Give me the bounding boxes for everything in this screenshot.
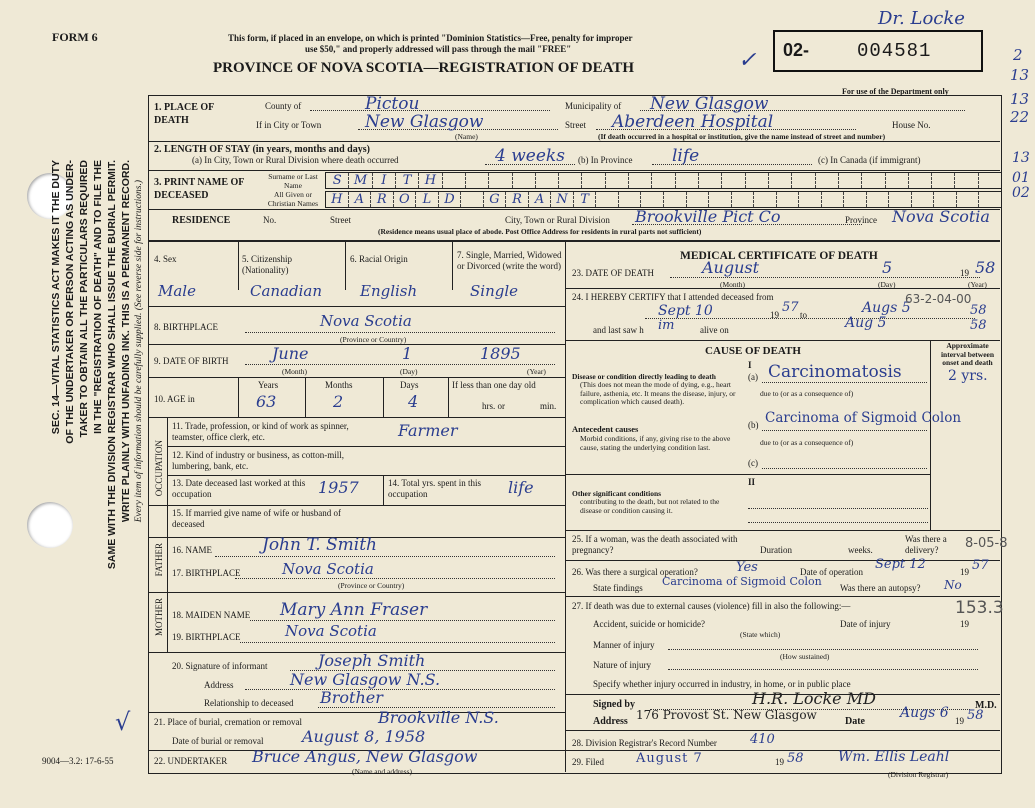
residence-city-label: City, Town or Rural Division: [505, 215, 610, 225]
check-mark-left: √: [115, 708, 131, 736]
municipality-label: Municipality of: [565, 101, 622, 111]
death-month-caption: (Month): [720, 280, 745, 289]
city-label: If in City or Town: [256, 120, 322, 130]
alive-year: 58: [970, 318, 987, 333]
mother-birthplace-value: Nova Scotia: [285, 622, 377, 640]
residence-street-label: Street: [330, 215, 351, 225]
county-value: Pictou: [365, 94, 420, 114]
pregnancy-pencil-code: 8-05-8: [965, 536, 1008, 551]
cause-a-label: (a): [748, 372, 758, 382]
margin-code-1: 2: [1013, 46, 1023, 64]
section-i: I: [748, 360, 752, 370]
mother-maiden-value: Mary Ann Fraser: [280, 600, 428, 620]
form-title: PROVINCE OF NOVA SCOTIA—REGISTRATION OF DEATH: [213, 60, 635, 76]
given-char: R: [371, 192, 394, 207]
medical-certificate-header: MEDICAL CERTIFICATE OF DEATH: [680, 250, 878, 262]
margin-code-3: 13: [1010, 90, 1030, 108]
given-char: G: [484, 192, 507, 207]
mother-side-label: MOTHER: [154, 598, 164, 636]
stay-b-value: life: [672, 146, 700, 166]
operation-label: 26. Was there a surgical operation?: [572, 567, 698, 577]
less-than-day-label: If less than one day old: [452, 380, 536, 390]
given-char: N: [551, 192, 574, 207]
registrar-signature: Wm. Ellis Leahl: [838, 749, 950, 765]
certify-pencil-code: 63-2-04-00: [905, 292, 972, 306]
last-saw-him: im: [658, 318, 675, 333]
duration-label: Duration: [760, 545, 792, 555]
operation-value: Yes: [736, 560, 758, 575]
burial-date-label: Date of burial or removal: [172, 736, 264, 746]
doctor-address-value: 176 Provost St. New Glasgow: [636, 708, 817, 722]
margin-code-5: 13: [1012, 150, 1030, 166]
trade-value: Farmer: [398, 421, 458, 440]
burial-place-label: 21. Place of burial, cremation or removal: [154, 717, 302, 727]
surname-char: T: [396, 173, 419, 188]
mother-birthplace-label: 19. BIRTHPLACE: [172, 632, 241, 642]
given-char: D: [439, 192, 462, 207]
sex-label: 4. Sex: [154, 254, 177, 264]
registration-number: 004581: [857, 40, 932, 62]
marital-value: Single: [470, 282, 519, 300]
last-worked-label: 13. Date deceased last worked at this occupation: [172, 478, 306, 499]
stay-a-value: 4 weeks: [495, 146, 565, 166]
city-value: New Glasgow: [365, 112, 484, 132]
given-char: A: [349, 192, 372, 207]
cause-a-value: Carcinomatosis: [768, 362, 902, 382]
surname-cells: [325, 172, 1002, 189]
father-birthplace-caption: (Province or Country): [338, 581, 405, 590]
informant-sig-label: 20. Signature of informant: [172, 661, 268, 671]
citizenship-value: Canadian: [250, 282, 323, 300]
findings-value: Carcinoma of Sigmoid Colon: [662, 575, 822, 588]
surname-label: Surname or Last Name: [268, 172, 318, 190]
cause-c-label: (c): [748, 458, 758, 468]
dob-month-caption: (Month): [282, 367, 307, 376]
dob-month-value: June: [272, 344, 309, 363]
registration-prefix: 02-: [783, 40, 810, 60]
external-pencil-code: 153.3: [955, 598, 1004, 618]
margin-code-7: 02: [1012, 185, 1030, 201]
burial-place-value: Brookville N.S.: [378, 708, 499, 727]
check-mark-top: ✓: [738, 48, 757, 73]
stay-c-label: (c) In Canada (if immigrant): [818, 155, 921, 165]
house-label: House No.: [892, 120, 931, 130]
side-instructions-4: IN THE "REGISTRATION OF DEATH" AND TO FILE THE: [92, 160, 104, 434]
operation-date-value: Sept 12: [875, 557, 926, 572]
print-code: 9004—3.2: 17-6-55: [42, 756, 114, 766]
racial-value: English: [360, 282, 418, 300]
given-char: L: [416, 192, 439, 207]
cause-b-value: Carcinoma of Sigmoid Colon: [765, 410, 962, 426]
margin-code-2: 13: [1010, 66, 1030, 84]
nature-label: Nature of injury: [593, 660, 651, 670]
binder-hole-bottom: [27, 502, 73, 548]
filed-year-value: 58: [787, 751, 804, 766]
filed-year-prefix: 19: [775, 757, 784, 767]
surname-char: S: [326, 173, 349, 188]
occupation-side-label: OCCUPATION: [154, 440, 164, 497]
given-char: [461, 192, 484, 207]
given-label: All Given or Christian Names: [267, 190, 319, 208]
undertaker-caption: (Name and address): [352, 767, 412, 776]
margin-code-4: 22: [1010, 108, 1030, 126]
side-instructions-3: TAKER TO OBTAIN ALL THE PARTICULARS REQUIRED: [78, 160, 90, 438]
residence-province-label: Province: [845, 215, 877, 225]
antecedent-note: Morbid conditions, if any, giving rise to the above cause, stating the underlying condition last.: [580, 434, 731, 452]
years-label: Years: [258, 380, 279, 390]
age-label: 10. AGE in: [154, 394, 195, 404]
industry-label: 12. Kind of industry or business, as cotton-mill, lumbering, bank, etc.: [172, 450, 344, 471]
record-number-label: 28. Division Registrar's Record Number: [572, 738, 717, 748]
informant-address-label: Address: [204, 680, 234, 690]
operation-date-label: Date of operation: [800, 567, 863, 577]
city-name-caption: (Name): [455, 132, 478, 141]
cause-b-label: (b): [748, 420, 759, 430]
delivery-label: Was there a delivery?: [905, 534, 947, 555]
months-label: Months: [325, 380, 353, 390]
external-label: 27. If death was due to external causes (violence) fill in also the following:—: [572, 601, 851, 611]
burial-date-value: August 8, 1958: [302, 727, 426, 746]
informant-sig-value: Joseph Smith: [318, 651, 426, 670]
total-years-label: 14. Total yrs. spent in this occupation: [388, 478, 481, 499]
county-label: County of: [265, 101, 302, 111]
death-day-value: 5: [882, 258, 893, 277]
given-char: T: [574, 192, 597, 207]
death-year-prefix: 19: [960, 268, 969, 278]
stay-a-label: (a) In City, Town or Rural Division where death occurred: [192, 155, 399, 165]
disease-note: (This does not mean the mode of dying, e.g., heart failure, asthenia, etc. It means the disease, injury, or complication which caused death).: [580, 380, 736, 406]
given-char: O: [394, 192, 417, 207]
last-saw-label: and last saw h: [593, 325, 644, 335]
birthplace-label: 8. BIRTHPLACE: [154, 322, 218, 332]
weeks-label: weeks.: [848, 545, 873, 555]
filed-label: 29. Filed: [572, 757, 605, 767]
father-side-label: FATHER: [154, 543, 164, 577]
signed-date-value: Augs 6: [900, 705, 949, 721]
marital-label: 7. Single, Married, Widowed or Divorced (write the word): [457, 250, 562, 271]
mail-notice-line-1: This form, if placed in an envelope, on which is printed "Dominion Statistics—Free, penalty for improper: [228, 33, 633, 43]
surname-char: I: [373, 173, 396, 188]
hrs-label: hrs. or: [482, 401, 505, 411]
certify-from-value: Sept 10: [658, 303, 713, 319]
disease-label: Disease or condition directly leading to death: [572, 372, 716, 381]
min-label: min.: [540, 401, 557, 411]
sex-value: Male: [158, 282, 196, 300]
relationship-label: Relationship to deceased: [204, 698, 294, 708]
record-number-value: 410: [750, 732, 775, 747]
md-label: M.D.: [975, 700, 997, 711]
due-to-label-2: due to (or as a consequence of): [760, 438, 854, 447]
alive-on-value: Aug 5: [845, 315, 887, 331]
operation-year-value: 57: [972, 558, 989, 573]
trade-label: 11. Trade, profession, or kind of work as spinner, teamster, office clerk, etc.: [172, 421, 349, 442]
given-char: H: [326, 192, 349, 207]
mother-maiden-label: 18. MAIDEN NAME: [172, 610, 251, 620]
residence-province-value: Nova Scotia: [892, 207, 990, 226]
interval-header: Approximate interval between onset and death: [940, 341, 995, 367]
municipality-value: New Glasgow: [650, 94, 769, 114]
side-instructions-6: WRITE PLAINLY WITH UNFADING INK. THIS IS A PERMANENT RECORD.: [120, 160, 132, 523]
total-years-value: life: [508, 478, 534, 497]
racial-label: 6. Racial Origin: [350, 254, 408, 264]
signed-date-label: Date: [845, 716, 865, 727]
last-worked-value: 1957: [318, 478, 359, 497]
top-doctor-note: Dr. Locke: [878, 8, 965, 29]
days-label: Days: [400, 380, 419, 390]
state-which-caption: (State which): [740, 630, 781, 639]
injury-place-label: Specify whether injury occurred in industry, in home, or in public place: [593, 679, 851, 689]
stay-b-label: (b) In Province: [578, 155, 633, 165]
autopsy-label: Was there an autopsy?: [840, 583, 921, 593]
death-date-label: 23. DATE OF DEATH: [572, 268, 654, 278]
given-char: A: [529, 192, 552, 207]
operation-year-prefix: 19: [960, 567, 969, 577]
birthplace-caption: (Province or Country): [340, 335, 407, 344]
manner-label: Manner of injury: [593, 640, 655, 650]
filed-value: August 7: [636, 751, 703, 766]
mail-notice-line-2: use $50," and properly addressed will pass through the mail "FREE": [305, 44, 572, 54]
signed-by-label: Signed by: [593, 699, 635, 710]
months-value: 2: [333, 392, 344, 411]
death-year-value: 58: [975, 258, 996, 277]
birthplace-value: Nova Scotia: [320, 312, 412, 330]
registration-number-box: [773, 30, 983, 72]
signed-year-prefix: 19: [955, 716, 964, 726]
father-name-value: John T. Smith: [262, 535, 377, 555]
other-conditions-note: contributing to the death, but not related to the disease or condition causing it.: [580, 497, 720, 515]
given-name-cells: [325, 191, 1002, 208]
dob-year-caption: (Year): [527, 367, 546, 376]
death-day-caption: (Day): [878, 280, 896, 289]
cause-a-interval: 2 yrs.: [948, 368, 988, 384]
years-value: 63: [256, 392, 277, 411]
residence-label: RESIDENCE: [172, 215, 231, 226]
registrar-caption: (Division Registrar): [888, 770, 949, 779]
dob-label: 9. DATE OF BIRTH: [154, 356, 229, 366]
autopsy-value: No: [944, 578, 962, 592]
spouse-label: 15. If married give name of wife or husband of deceased: [172, 508, 341, 529]
dob-day-caption: (Day): [400, 367, 418, 376]
findings-label: State findings: [593, 583, 643, 593]
street-value: Aberdeen Hospital: [612, 112, 774, 132]
surname-char: M: [349, 173, 372, 188]
section-ii: II: [748, 477, 756, 487]
side-instructions-5: SAME WITH THE DIVISION REGISTRAR WHO SHALL ISSUE THE BURIAL PERMIT.: [106, 160, 118, 570]
injury-year-prefix: 19: [960, 619, 969, 629]
due-to-label-1: due to (or as a consequence of): [760, 389, 854, 398]
dob-day-value: 1: [402, 344, 413, 363]
days-value: 4: [408, 392, 419, 411]
undertaker-label: 22. UNDERTAKER: [154, 756, 228, 766]
certify-to-value: Augs 5: [862, 300, 911, 316]
department-use-note: For use of the Department only: [842, 87, 949, 96]
margin-code-6: 01: [1012, 170, 1030, 186]
residence-city-value: Brookville Pict Co: [635, 207, 781, 226]
dob-year-value: 1895: [480, 344, 521, 363]
place-of-death-label: 1. PLACE OF DEATH: [154, 102, 214, 126]
street-label: Street: [565, 120, 586, 130]
cause-header: CAUSE OF DEATH: [705, 345, 801, 357]
other-conditions-label: Other significant conditions: [572, 489, 662, 498]
certify-year-prefix-1: 19: [770, 310, 779, 320]
antecedent-label: Antecedent causes: [572, 424, 639, 434]
informant-address-value: New Glasgow N.S.: [290, 670, 441, 689]
residence-note: (Residence means usual place of abode. Post Office Address for residents in rural parts not sufficient): [378, 227, 702, 236]
death-month-value: August: [702, 258, 760, 277]
stay-label: 2. LENGTH OF STAY (in years, months and days): [154, 144, 370, 155]
given-char: R: [506, 192, 529, 207]
name-label: 3. PRINT NAME OF DECEASED: [154, 177, 244, 201]
signed-by-value: H.R. Locke MD: [752, 689, 876, 708]
alive-on-label: alive on: [700, 325, 729, 335]
father-birthplace-value: Nova Scotia: [282, 560, 374, 578]
citizenship-label: 5. Citizenship (Nationality): [242, 254, 292, 275]
accident-label: Accident, suicide or homicide?: [593, 619, 705, 629]
how-sustained-caption: (How sustained): [780, 652, 830, 661]
residence-no-label: No.: [263, 215, 277, 225]
certify-year-to: 58: [970, 303, 987, 318]
certify-year-from: 57: [782, 300, 799, 315]
hospital-note: (If death occurred in a hospital or institution, give the name instead of street and number): [598, 132, 886, 141]
form-number: FORM 6: [52, 30, 98, 44]
pregnancy-label: 25. If a woman, was the death associated with pregnancy?: [572, 534, 738, 555]
doctor-address-label: Address: [593, 716, 628, 727]
father-name-label: 16. NAME: [172, 545, 212, 555]
certify-label: 24. I HEREBY CERTIFY that I attended deceased from: [572, 292, 774, 302]
death-year-caption: (Year): [968, 280, 987, 289]
side-instructions-note: Every item of information should be carefully supplied. (See reverse side for instructions.): [134, 180, 144, 523]
relationship-value: Brother: [320, 688, 383, 707]
certify-to-label: to: [800, 310, 808, 320]
signed-year-value: 58: [967, 708, 984, 723]
father-birthplace-label: 17. BIRTHPLACE: [172, 568, 241, 578]
injury-date-label: Date of injury: [840, 619, 891, 629]
side-instructions-2: OF THE UNDERTAKER OR PERSON ACTING AS UNDER-: [64, 160, 76, 444]
side-instructions-1: SEC. 14—VITAL STATISTICS ACT MAKES IT THE DUTY: [50, 160, 62, 435]
surname-char: H: [419, 173, 442, 188]
undertaker-value: Bruce Angus, New Glasgow: [252, 747, 478, 766]
